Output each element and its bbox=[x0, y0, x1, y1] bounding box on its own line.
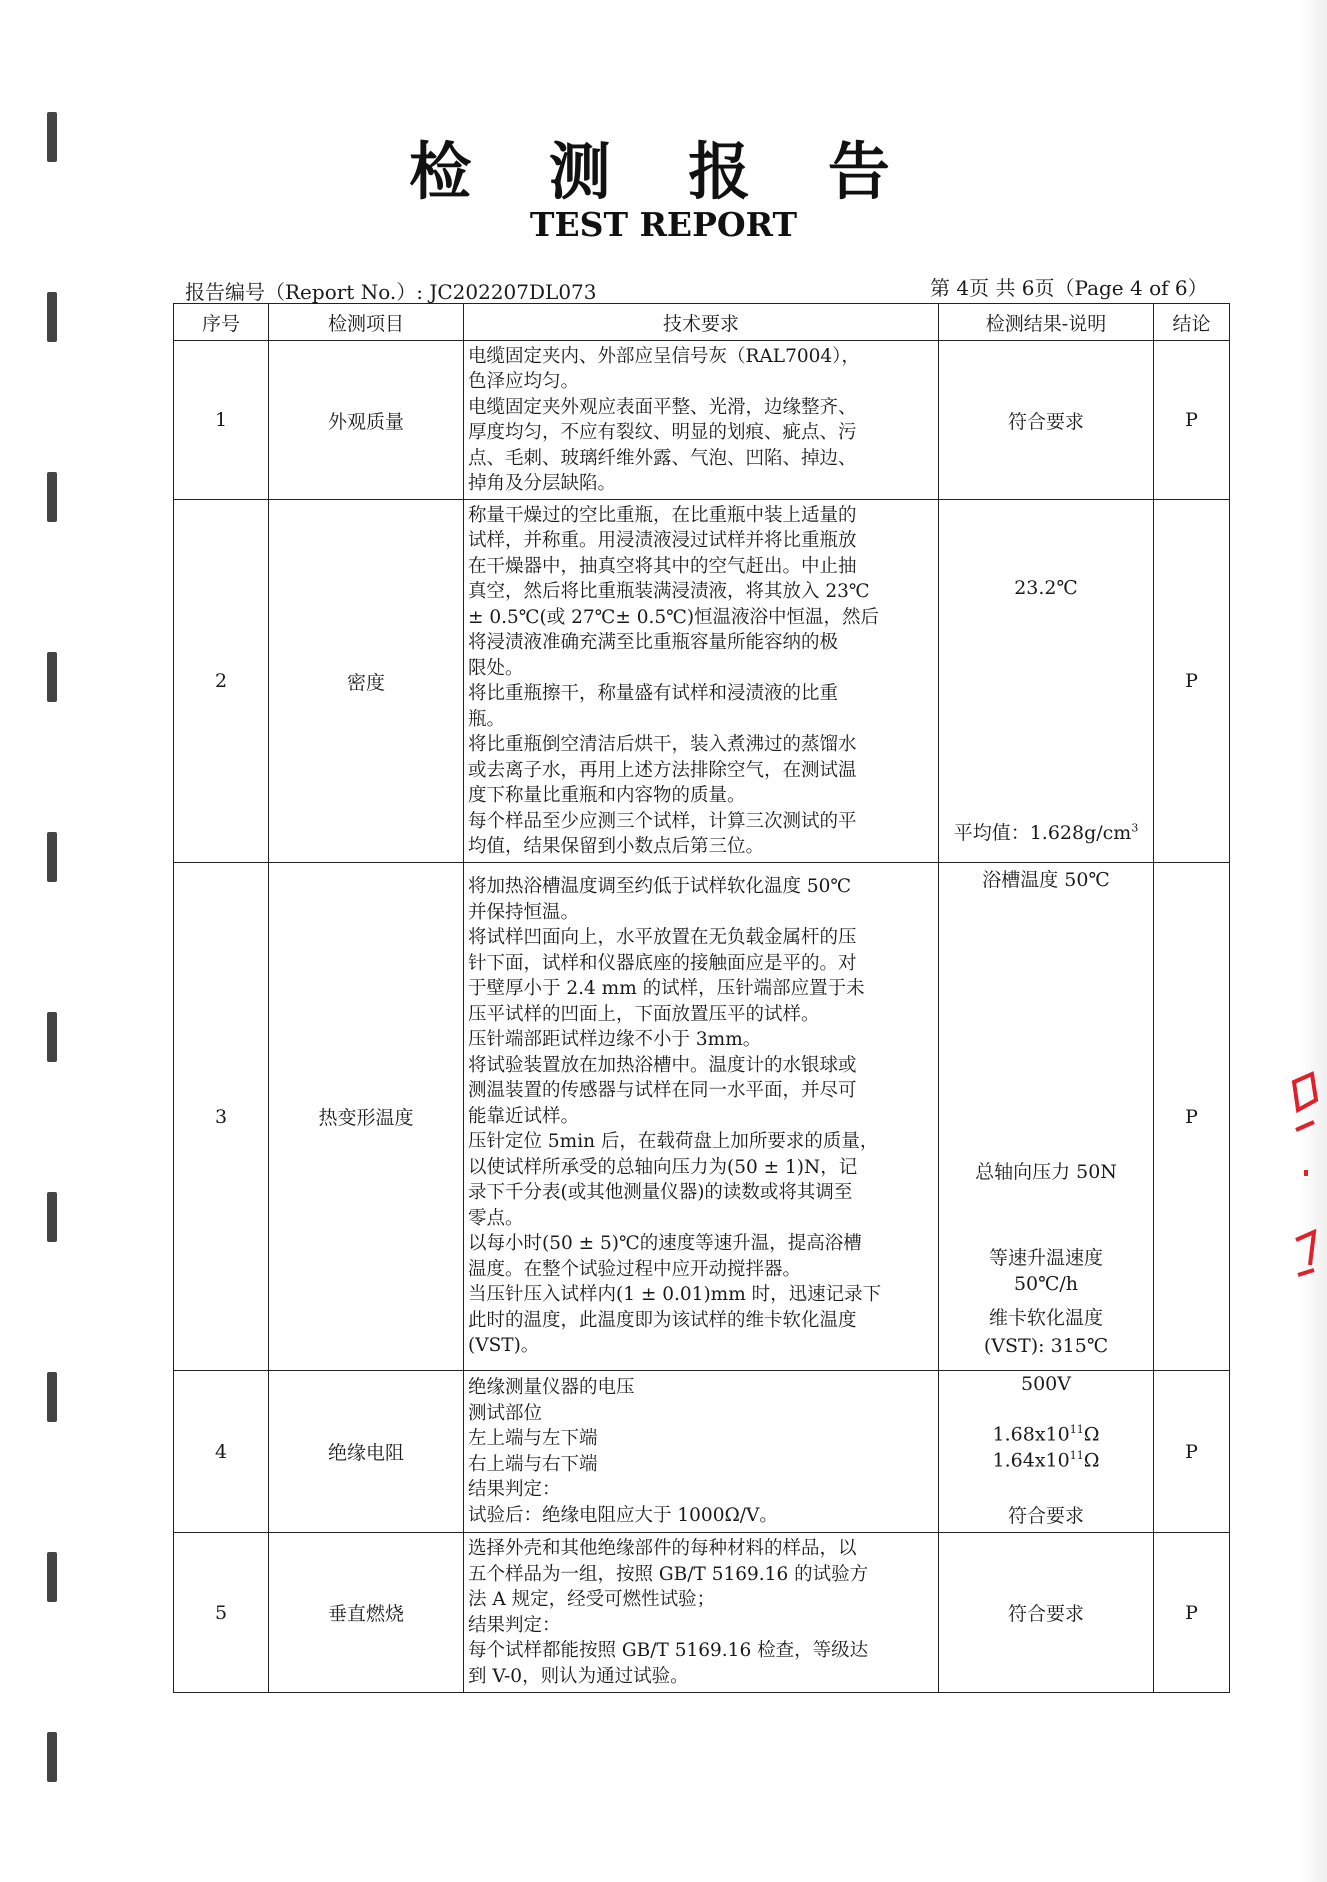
result-rate: 50℃/h bbox=[1013, 1273, 1079, 1295]
req-line: 测试部位 bbox=[468, 1402, 543, 1424]
req-line: 到 V-0，则认为通过试验。 bbox=[468, 1665, 689, 1687]
binder-mark bbox=[47, 1192, 57, 1242]
req-line: 左上端与左下端 bbox=[468, 1428, 598, 1449]
req-line: 法 A 规定，经受可燃性试验； bbox=[468, 1589, 716, 1610]
result-right-resistance: $1.64x10^{11}\Omega$ bbox=[992, 1449, 1100, 1472]
req-line: 选择外壳和其他绝缘部件的每种材料的样品，以 bbox=[468, 1538, 857, 1559]
binder-mark bbox=[47, 472, 57, 522]
table-row bbox=[174, 1371, 1230, 1533]
binder-mark bbox=[47, 292, 57, 342]
page-edge-shadow bbox=[1300, 0, 1327, 1882]
req-line: 当压针压入试样内(1 ± 0.01)mm 时，迅速记录下 bbox=[468, 1284, 882, 1306]
result-temperature: 23.2℃ bbox=[1014, 577, 1078, 599]
result-vst-label: 维卡软化温度 bbox=[988, 1307, 1103, 1329]
table-row bbox=[174, 863, 1230, 1371]
req-line: 针下面，试样和仪器底座的接触面应是平的。对 bbox=[468, 952, 857, 974]
req-line: 每个试样都能按照 GB/T 5169.16 检查，等级达 bbox=[468, 1640, 869, 1661]
req-line: 色泽应均匀。 bbox=[468, 371, 580, 392]
req-line: 每个样品至少应测三个试样，计算三次测试的平 bbox=[468, 810, 857, 832]
row-no: 4 bbox=[174, 1371, 269, 1533]
row-result bbox=[939, 1371, 1154, 1533]
header-conclusion: 结论 bbox=[1154, 304, 1230, 341]
row-requirement bbox=[464, 341, 939, 500]
table-header-row bbox=[174, 304, 1230, 341]
binder-mark bbox=[47, 1552, 57, 1602]
req-line: 厚度均匀，不应有裂纹、明显的划痕、疵点、污 bbox=[468, 422, 857, 443]
row-no: 5 bbox=[174, 1533, 269, 1693]
page-subtitle: TEST REPORT bbox=[529, 205, 798, 244]
req-line: 测温装置的传感器与试样在同一水平面，并尽可 bbox=[468, 1080, 857, 1102]
req-line: 压针端部距试样边缘不小于 3mm。 bbox=[468, 1029, 762, 1051]
row-item: 外观质量 bbox=[269, 341, 464, 500]
header-result: 检测结果-说明 bbox=[939, 304, 1154, 341]
row-result bbox=[939, 500, 1154, 863]
header-no: 序号 bbox=[174, 304, 269, 341]
result-average-density: 平均值：$1.628g/cm^3$ bbox=[953, 821, 1139, 844]
row-result: 符合要求 bbox=[939, 341, 1154, 500]
req-line: 绝缘测量仪器的电压 bbox=[468, 1377, 635, 1398]
result-vst: (VST): 315℃ bbox=[983, 1335, 1109, 1357]
req-line: ± 0.5℃(或 27℃± 0.5℃)恒温液浴中恒温，然后 bbox=[468, 606, 880, 628]
row-no: 2 bbox=[174, 500, 269, 863]
binder-mark bbox=[47, 1732, 57, 1782]
binder-mark bbox=[47, 1012, 57, 1062]
binder-mark bbox=[47, 652, 57, 702]
req-line: 点、毛刺、玻璃纤维外露、气泡、凹陷、掉边、 bbox=[468, 447, 857, 469]
test-result-table bbox=[173, 303, 1230, 1693]
req-line: 称量干燥过的空比重瓶，在比重瓶中装上适量的 bbox=[468, 504, 857, 526]
table-row bbox=[174, 1533, 1230, 1693]
row-item: 垂直燃烧 bbox=[269, 1533, 464, 1693]
req-line: 将比重瓶倒空清洁后烘干，装入煮沸过的蒸馏水 bbox=[468, 734, 857, 755]
row-conclusion: P bbox=[1154, 863, 1230, 1371]
row-result: 符合要求 bbox=[939, 1533, 1154, 1693]
result-bath-temperature: 浴槽温度 50℃ bbox=[982, 869, 1110, 891]
row-requirement bbox=[464, 863, 939, 1371]
row-conclusion: P bbox=[1154, 500, 1230, 863]
report-number: 报告编号（Report No.）: JC202207DL073 bbox=[185, 280, 597, 304]
req-line: 将浸渍液准确充满至比重瓶容量所能容纳的极 bbox=[468, 632, 839, 653]
req-line: 零点。 bbox=[468, 1207, 524, 1229]
row-item: 密度 bbox=[269, 500, 464, 863]
req-line: 试验后：绝缘电阻应大于 1000Ω/V。 bbox=[468, 1504, 778, 1526]
req-line: 压针定位 5min 后，在载荷盘上加所要求的质量， bbox=[468, 1131, 879, 1153]
page-title: 检 测 报 告 bbox=[409, 135, 918, 208]
req-line: 将试验装置放在加热浴槽中。温度计的水银球或 bbox=[468, 1054, 857, 1076]
req-line: 压平试样的凹面上，下面放置压平的试样。 bbox=[468, 1003, 820, 1025]
result-left-resistance: $1.68x10^{11}\Omega$ bbox=[992, 1423, 1100, 1446]
header-item: 检测项目 bbox=[269, 304, 464, 341]
row-requirement bbox=[464, 1533, 939, 1693]
row-conclusion: P bbox=[1154, 341, 1230, 500]
req-line: 并保持恒温。 bbox=[468, 901, 580, 923]
req-line: 五个样品为一组，按照 GB/T 5169.16 的试验方 bbox=[468, 1563, 869, 1585]
row-requirement bbox=[464, 500, 939, 863]
req-line: 录下千分表(或其他测量仪器)的读数或将其调至 bbox=[468, 1182, 853, 1204]
req-line: 电缆固定夹内、外部应呈信号灰（RAL7004）， bbox=[468, 345, 860, 367]
row-conclusion: P bbox=[1154, 1533, 1230, 1693]
req-line: 将试样凹面向上，水平放置在无负载金属杆的压 bbox=[468, 927, 857, 949]
req-line: 真空，然后将比重瓶装满浸渍液，将其放入 23℃ bbox=[468, 581, 870, 602]
req-line: 电缆固定夹外观应表面平整、光滑，边缘整齐、 bbox=[468, 396, 857, 418]
req-line: 于壁厚小于 2.4 mm 的试样，压针端部应置于未 bbox=[468, 978, 865, 1000]
row-no: 3 bbox=[174, 863, 269, 1371]
req-line: 或去离子水，再用上述方法排除空气，在测试温 bbox=[468, 759, 857, 781]
req-line: 结果判定： bbox=[468, 1614, 561, 1636]
result-judgement: 符合要求 bbox=[1007, 1505, 1084, 1527]
row-conclusion: P bbox=[1154, 1371, 1230, 1533]
req-line: 此时的温度，此温度即为该试样的维卡软化温度 bbox=[468, 1309, 857, 1331]
req-line: 掉角及分层缺陷。 bbox=[468, 473, 617, 494]
page-indicator: 第 4页 共 6页（Page 4 of 6） bbox=[930, 276, 1208, 300]
result-axial-force: 总轴向压力 50N bbox=[975, 1161, 1117, 1183]
req-line: 度下称量比重瓶和内容物的质量。 bbox=[468, 785, 746, 806]
req-line: (VST)。 bbox=[468, 1335, 540, 1357]
req-line: 以每小时(50 ± 5)℃的速度等速升温，提高浴槽 bbox=[468, 1233, 862, 1255]
req-line: 限处。 bbox=[468, 657, 524, 679]
req-line: 试样，并称重。用浸渍液浸过试样并将比重瓶放 bbox=[468, 530, 857, 551]
req-line: 结果判定： bbox=[468, 1479, 561, 1500]
row-no: 1 bbox=[174, 341, 269, 500]
result-voltage: 500V bbox=[1021, 1373, 1071, 1395]
req-line: 能靠近试样。 bbox=[468, 1105, 580, 1127]
red-seal-fragment bbox=[1290, 1070, 1320, 1310]
req-line: 均值，结果保留到小数点后第三位。 bbox=[468, 836, 765, 857]
row-item: 热变形温度 bbox=[269, 863, 464, 1371]
binder-mark bbox=[47, 1372, 57, 1422]
table-row bbox=[174, 500, 1230, 863]
row-result bbox=[939, 863, 1154, 1371]
binder-mark bbox=[47, 832, 57, 882]
req-line: 温度。在整个试验过程中应开动搅拌器。 bbox=[468, 1258, 802, 1280]
row-item: 绝缘电阻 bbox=[269, 1371, 464, 1533]
req-line: 以使试样所承受的总轴向压力为(50 ± 1)N，记 bbox=[468, 1156, 858, 1178]
row-requirement bbox=[464, 1371, 939, 1533]
req-line: 在干燥器中，抽真空将其中的空气赶出。中止抽 bbox=[468, 555, 857, 577]
req-line: 右上端与右下端 bbox=[468, 1453, 598, 1475]
header-requirement: 技术要求 bbox=[464, 304, 939, 341]
req-line: 将比重瓶擦干，称量盛有试样和浸渍液的比重 bbox=[468, 683, 839, 704]
result-rate-label: 等速升温速度 bbox=[988, 1247, 1103, 1269]
table-row bbox=[174, 341, 1230, 500]
req-line: 瓶。 bbox=[468, 708, 506, 730]
req-line: 将加热浴槽温度调至约低于试样软化温度 50℃ bbox=[468, 876, 852, 898]
